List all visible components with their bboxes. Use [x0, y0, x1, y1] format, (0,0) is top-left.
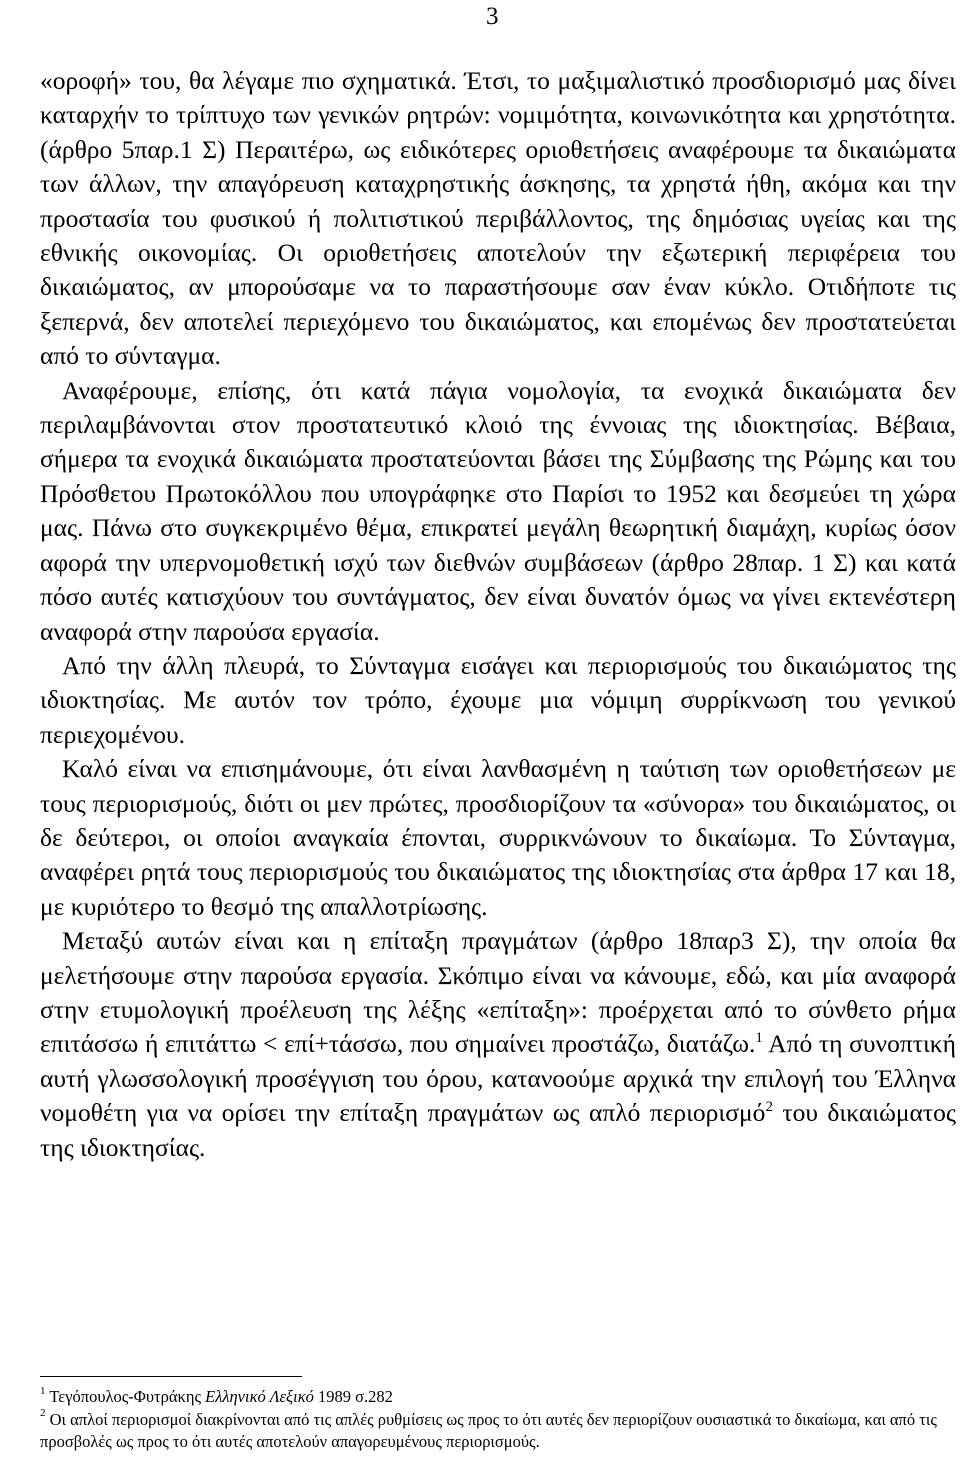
footnote-1-number: 1: [40, 1384, 46, 1397]
footnote-divider: [40, 1376, 302, 1377]
paragraph-4: Καλό είναι να επισημάνουμε, ότι είναι λανθασμένη η ταύτιση των οριοθετήσεων με τους περιορισμούς, διότι οι μεν πρώτες, προσδιορίζουν τα «σύνορα» του δικαιώματος, οι δε δεύτεροι, οι οποίοι αναγκαία έπονται, συρρικνώνουν το δικαίωμα. Το Σύνταγμα, αναφέρει ρητά τους περιορισμούς του δικαιώματος της ιδιοκτησίας στα άρθρα 17 και 18, με κυριότερο το θεσμό της απαλλοτρίωσης.: [40, 754, 956, 921]
paragraph-3: Από την άλλη πλευρά, το Σύνταγμα εισάγει και περιορισμούς του δικαιώματος της ιδιοκτησίας. Με αυτόν τον τρόπο, έχουμε μια νόμιμη συρρίκνωση του γενικού περιεχομένου.: [40, 650, 956, 749]
footnote-1-author: Τεγόπουλος-Φυτράκης: [45, 1387, 206, 1406]
paragraph-2: Αναφέρουμε, επίσης, ότι κατά πάγια νομολογία, τα ενοχικά δικαιώματα δεν περιλαμβάνονται στον προστατευτικό κλοιό της έννοιας της ιδιοκτησίας. Βέβαια, σήμερα τα ενοχικά δικαιώματα προστατεύονται βάσει της Σύμβασης της Ρώμης και του Πρόσθετου Πρωτοκόλλου που υπογράφηκε στο Παρίσι το 1952 και δεσμεύει τη χώρα μας. Πάνω στο συγκεκριμένο θέμα, επικρατεί μεγάλη θεωρητική διαμάχη, κυρίως όσον αφορά την υπερνομοθετική ισχύ των διεθνών συμβάσεων (άρθρο 28παρ. 1 Σ) και κατά πόσο αυτές κατισχύουν του συντάγματος, δεν είναι δυνατόν όμως να γίνει εκτενέστερη αναφορά στην παρούσα εργασία.: [40, 375, 956, 646]
paragraph-5-part-a: Μεταξύ αυτών είναι και η επίταξη πραγμάτων (άρθρο 18παρ3 Σ), την οποία θα μελετήσουμε στην παρούσα εργασία. Σκόπιμο είναι να κάνουμε, εδώ, και μία αναφορά στην ετυμολογική προέλευση της λέξης «επίταξη»: προέρχεται από το σύνθετο ρήμα επιτάσσω ή επιτάττω < επί+τάσσω, που σημαίνει προστάζω, διατάζω.: [40, 926, 956, 1059]
body-text: [40, 64, 956, 1165]
footnote-ref-1[interactable]: 1: [755, 1029, 763, 1046]
paragraph-5-part-c: του δικαιώματος της ιδιοκτησίας.: [40, 1098, 956, 1162]
footnote-1: [40, 1386, 956, 1409]
footnote-ref-2[interactable]: 2: [765, 1098, 773, 1115]
footnote-2-text: Οι απλοί περιορισμοί διακρίνονται από τις απλές ρυθμίσεις ως προς το ότι αυτές δεν περιορίζουν ουσιαστικά το δικαίωμα, και από τις προσβολές ως προς το ότι αυτές αποτελούν απαγορευμένους περιορισμούς.: [40, 1409, 937, 1452]
footnote-2-number: 2: [40, 1407, 46, 1420]
paragraph-5: [40, 924, 956, 1165]
footnotes: [40, 1386, 956, 1454]
paragraph-1: «οροφή» του, θα λέγαμε πιο σχηματικά. Έτσι, το μαξιμαλιστικό προσδιορισμό μας δίνει καταρχήν το τρίπτυχο των γενικών ρητρών: νομιμότητα, κοινωνικότητα και χρηστότητα. (άρθρο 5παρ.1 Σ) Περαιτέρω, ως ειδικότερες οριοθετήσεις αναφέρουμε τα δικαιώματα των άλλων, την απαγόρευση καταχρηστικής άσκησης, τα χρηστά ήθη, ακόμα και την προστασία του φυσικού ή πολιτιστικού περιβάλλοντος, της δημόσιας υγείας και της εθνικής οικονομίας. Οι οριοθετήσεις αποτελούν την εξωτερική περιφέρεια του δικαιώματος, αν μπορούσαμε να το παραστήσουμε σαν έναν κύκλο. Οτιδήποτε τις ξεπερνά, δεν αποτελεί περιεχόμενο του δικαιώματος, και επομένως δεν προστατεύεται από το σύνταγμα.: [40, 66, 956, 371]
footnote-2: [40, 1409, 956, 1454]
page-number: 3: [486, 3, 499, 30]
paragraph-5-part-b: Από τη συνοπτική αυτή γλωσσολογική προσέγγιση του όρου, κατανοούμε αρχικά την επιλογή του Έλληνα νομοθέτη για να ορίσει την επίταξη πραγμάτων ως απλό περιορισμό: [40, 1029, 956, 1128]
footnote-1-details: 1989 σ.282: [313, 1387, 393, 1406]
footnote-1-title: Ελληνικό Λεξικό: [205, 1387, 314, 1406]
